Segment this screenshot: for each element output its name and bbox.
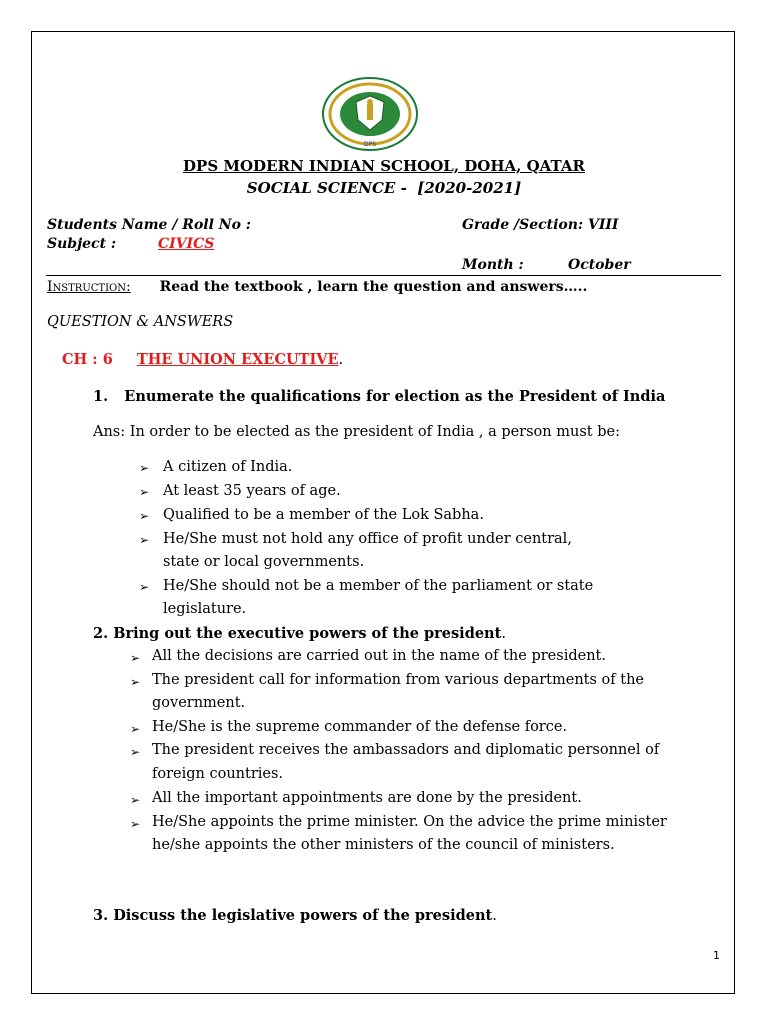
instruction-text: Read the textbook , learn the question and answers…..	[159, 279, 588, 295]
month-label: Month :	[462, 257, 524, 273]
list-item-continuation: legislature.	[163, 601, 247, 617]
chapter-suffix: .	[338, 352, 344, 368]
bullet-arrow-icon: ➢	[130, 793, 141, 807]
chapter-number: CH : 6	[62, 351, 113, 368]
bullet-arrow-icon: ➢	[130, 675, 141, 689]
bullet-arrow-icon: ➢	[139, 461, 150, 475]
bullet-arrow-icon: ➢	[139, 485, 150, 499]
bullet-arrow-icon: ➢	[130, 817, 141, 831]
list-item: At least 35 years of age.	[163, 483, 341, 499]
section-title: QUESTION & ANSWERS	[47, 314, 234, 330]
list-item: Qualified to be a member of the Lok Sabha.	[163, 507, 484, 523]
list-item: He/She must not hold any office of profit under central,	[163, 531, 572, 547]
chapter-title: THE UNION EXECUTIVE	[136, 351, 339, 368]
chapter-heading	[62, 351, 343, 368]
header-rule	[46, 275, 721, 276]
bullet-arrow-icon: ➢	[130, 722, 141, 736]
bullet-arrow-icon: ➢	[139, 580, 150, 594]
list-item: He/She appoints the prime minister. On the advice the prime minister	[152, 814, 667, 830]
list-item: A citizen of India.	[163, 459, 293, 475]
question-3	[93, 907, 497, 924]
subject-label: Subject :	[47, 236, 117, 252]
instruction-label: Instruction:	[47, 279, 131, 295]
bullet-arrow-icon: ➢	[139, 509, 150, 523]
svg-text:DPS: DPS	[363, 141, 377, 148]
academic-year: [2020-2021]	[417, 179, 522, 197]
instruction	[47, 279, 587, 295]
list-item-continuation: he/she appoints the other ministers of the council of ministers.	[152, 837, 615, 853]
subject-year	[0, 179, 768, 197]
bullet-arrow-icon: ➢	[139, 533, 150, 547]
question-number: 3.	[93, 907, 109, 924]
question-text: Enumerate the qualifications for election as the President of India	[124, 388, 666, 405]
list-item-continuation: state or local governments.	[163, 554, 365, 570]
question-1	[93, 388, 665, 405]
subject-year-label: SOCIAL SCIENCE -	[246, 179, 407, 197]
bullet-arrow-icon: ➢	[130, 745, 141, 759]
question-number: 2.	[93, 625, 109, 642]
question-text: Discuss the legislative powers of the president	[113, 907, 493, 924]
school-crest-logo	[320, 76, 420, 152]
question-suffix: .	[492, 908, 497, 924]
list-item-continuation: government.	[152, 695, 246, 711]
answer-intro: Ans: In order to be elected as the president of India , a person must be:	[93, 424, 620, 440]
question-suffix: .	[501, 626, 506, 642]
list-item: The president call for information from various departments of the	[152, 672, 644, 688]
subject-value: CIVICS	[158, 236, 215, 252]
question-text: Bring out the executive powers of the president	[113, 625, 502, 642]
page-number: 1	[713, 949, 720, 962]
list-item: All the important appointments are done by the president.	[152, 790, 582, 806]
school-name: DPS MODERN INDIAN SCHOOL, DOHA, QATAR	[183, 157, 585, 175]
list-item: He/She should not be a member of the parliament or state	[163, 578, 594, 594]
month-value: October	[568, 257, 631, 273]
question-2	[93, 625, 506, 642]
question-number: 1.	[93, 388, 109, 405]
student-name-label: Students Name / Roll No :	[47, 217, 251, 233]
list-item: All the decisions are carried out in the name of the president.	[152, 648, 606, 664]
list-item: He/She is the supreme commander of the defense force.	[152, 719, 568, 735]
bullet-arrow-icon: ➢	[130, 651, 141, 665]
grade-section: Grade /Section: VIII	[462, 217, 619, 233]
list-item: The president receives the ambassadors and diplomatic personnel of	[152, 742, 660, 758]
list-item-continuation: foreign countries.	[152, 766, 284, 782]
